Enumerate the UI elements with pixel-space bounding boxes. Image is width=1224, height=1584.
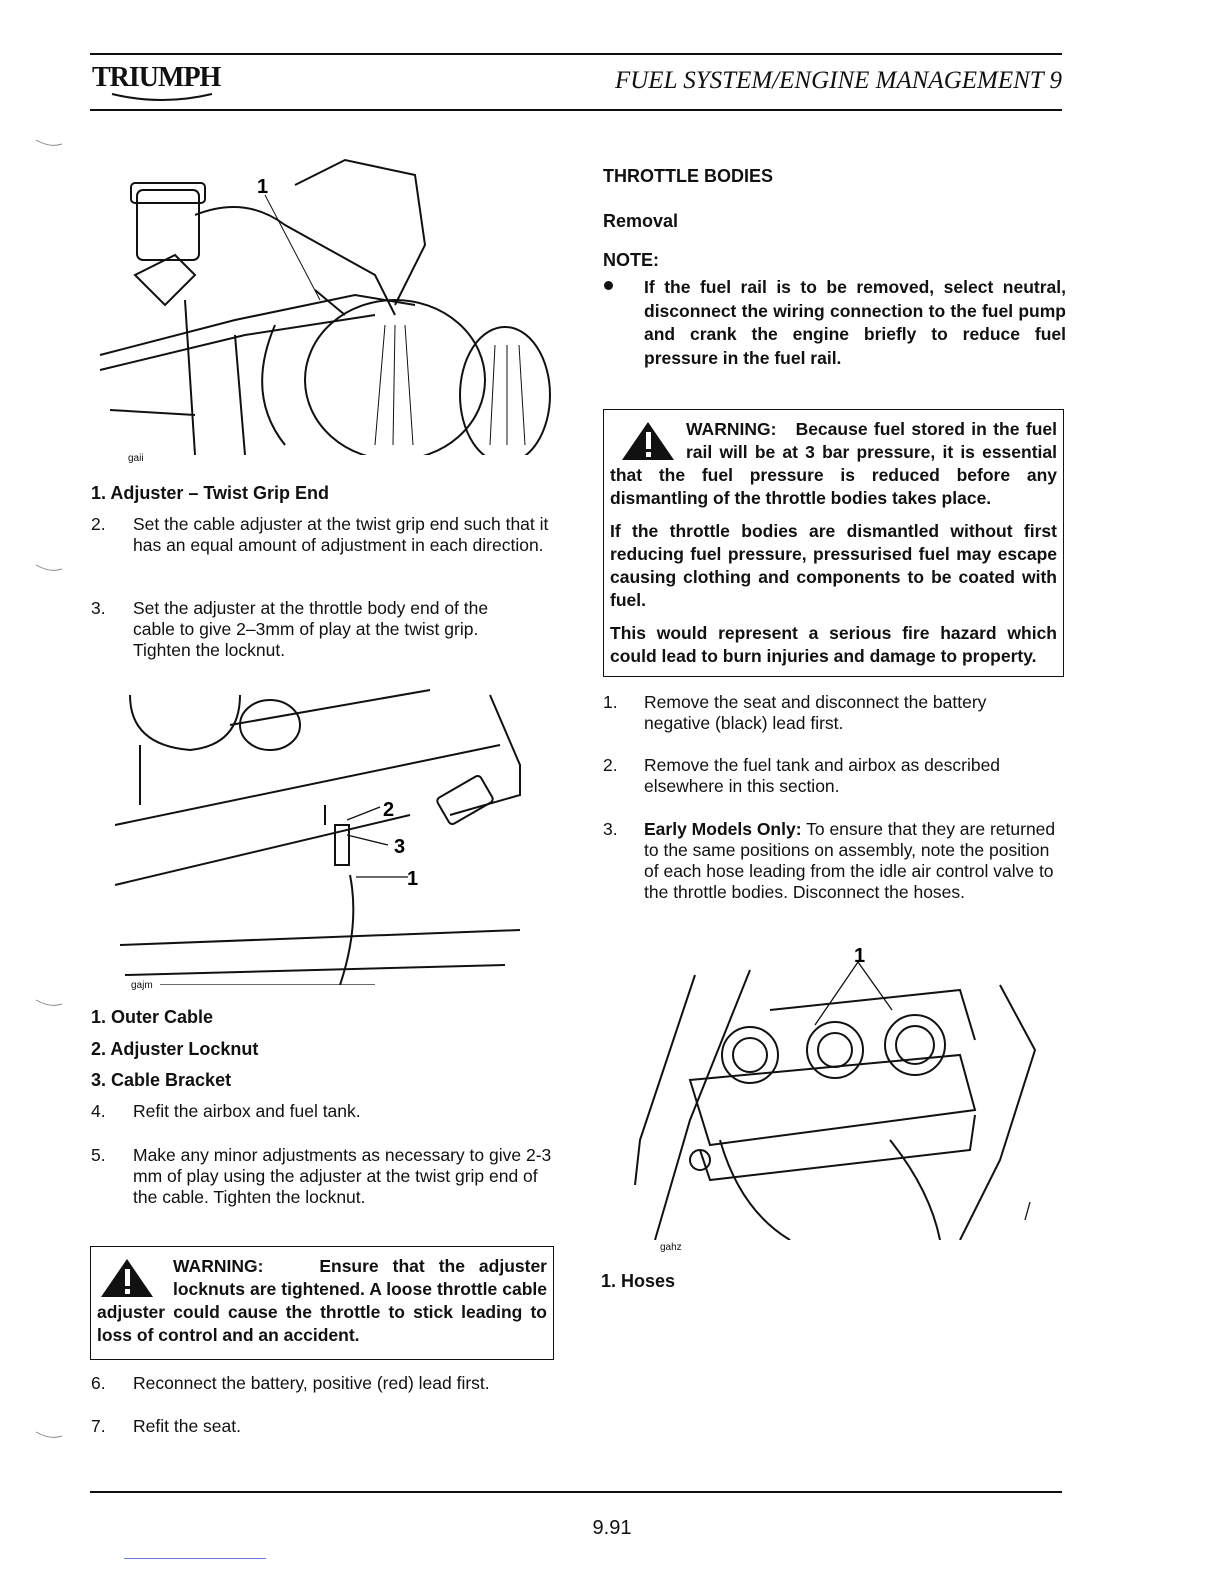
step-number: 1. — [603, 692, 618, 712]
step-number: 5. — [91, 1145, 106, 1165]
step-bold-prefix: Early Models Only: — [644, 819, 802, 839]
step-5 — [91, 1145, 561, 1211]
step-text: Remove the fuel tank and airbox as described elsewhere in this section. — [644, 755, 1001, 796]
caption-adjuster: 1. Adjuster – Twist Grip End — [91, 483, 330, 503]
figure-twist-grip-adjuster — [95, 155, 555, 464]
step-text: Refit the airbox and fuel tank. — [133, 1101, 361, 1121]
warning-triangle-icon — [610, 420, 678, 462]
header-bottom-rule — [90, 109, 1062, 111]
callout-1: 1 — [407, 868, 419, 890]
right-step-1 — [603, 692, 1063, 736]
step-number: 6. — [91, 1373, 106, 1393]
twist-grip-illustration — [95, 155, 555, 455]
binding-mark-icon — [34, 1430, 64, 1440]
step-number: 7. — [91, 1416, 106, 1436]
step-body: To ensure that they are returned to the same positions on assembly, note the position of each hose leading from the idle air control valve to the throttle bodies. Disconnect the hoses. — [644, 819, 1056, 902]
binding-mark-icon — [34, 138, 64, 148]
figure-throttle-bodies-hoses — [630, 940, 1050, 1253]
caption-hoses: 1. Hoses — [601, 1271, 676, 1291]
triumph-logo — [92, 62, 220, 94]
right-step-3 — [603, 819, 1063, 927]
step-text: Make any minor adjustments as necessary to give 2-3 mm of play using the adjuster at the twist grip end of the cable. Tighten the locknut. — [133, 1145, 552, 1207]
note-text: If the fuel rail is to be removed, select neutral, disconnect the wiring connection to the fuel pump and crank the engine briefly to reduce fuel pressure in the fuel rail. — [644, 277, 1066, 368]
throttle-bodies-illustration — [630, 940, 1050, 1240]
binding-mark-icon — [34, 998, 64, 1008]
warning-box-fuel-pressure — [603, 409, 1064, 677]
brand-text: TRIUMPH — [92, 62, 221, 93]
subsection-title: Removal — [603, 211, 679, 231]
callout-2: 2 — [383, 799, 395, 821]
warning-lead: Ensure that the adjuster — [319, 1256, 547, 1276]
page-number: 9.91 — [592, 1517, 632, 1539]
step-number: 2. — [91, 514, 106, 534]
step-text: Refit the seat. — [133, 1416, 241, 1436]
step-6 — [91, 1373, 561, 1397]
step-3 — [91, 598, 561, 664]
figure-code: gajm — [131, 980, 153, 991]
warning-text: locknuts are tightened. A loose throttle cable adjuster could cause the throttle to stick leading to loss of control and an accident. — [97, 1279, 547, 1345]
figure-code: gaii — [128, 453, 144, 464]
chapter-title: FUEL SYSTEM/ENGINE MANAGEMENT 9 — [614, 67, 1062, 94]
figure-throttle-cable-adjuster — [110, 685, 530, 991]
warning-paragraph-2: If the throttle bodies are dismantled without first reducing fuel pressure, pressurised fuel may escape causing clothing and components to be coated with fuel. — [610, 521, 1057, 610]
warning-box-locknuts — [90, 1246, 554, 1360]
warning-text: fuel rail will be at 3 bar pressure, it is essential that the fuel pressure is reduced before any dismantling of the throttle bodies takes place. — [610, 419, 1057, 508]
step-7 — [91, 1416, 561, 1440]
warning-triangle-icon — [97, 1257, 165, 1299]
step-2 — [91, 514, 561, 580]
footer-link-line — [124, 1558, 266, 1559]
binding-mark-icon — [34, 563, 64, 573]
logo-swoosh-icon — [92, 92, 242, 104]
step-number: 2. — [603, 755, 618, 775]
warning-paragraph-3: This would represent a serious fire hazard which could lead to burn injuries and damage to property. — [610, 623, 1057, 666]
callout-3: 3 — [394, 836, 406, 858]
step-4 — [91, 1101, 561, 1125]
caption-cable-bracket: 3. Cable Bracket — [91, 1070, 232, 1090]
throttle-cable-illustration — [110, 685, 530, 985]
caption-adjuster-locknut: 2. Adjuster Locknut — [91, 1039, 259, 1059]
callout-1: 1 — [257, 176, 269, 198]
bullet-icon — [604, 281, 613, 290]
header-top-rule — [90, 53, 1062, 55]
warning-label: WARNING: — [686, 419, 777, 439]
figure-code: gahz — [660, 1242, 682, 1253]
step-text: Set the adjuster at the throttle body end of the cable to give 2–3mm of play at the twist grip. Tighten the locknut. — [133, 598, 489, 660]
callout-1: 1 — [854, 945, 866, 967]
step-number: 3. — [91, 598, 106, 618]
warning-lead: Because fuel stored in the — [795, 419, 1020, 439]
step-text: Set the cable adjuster at the twist grip end such that it has an equal amount of adjustment in each direction. — [133, 514, 549, 555]
step-text: Reconnect the battery, positive (red) lead first. — [133, 1373, 490, 1393]
footer-rule — [90, 1491, 1062, 1493]
step-number: 3. — [603, 819, 618, 839]
step-text: Remove the seat and disconnect the battery negative (black) lead first. — [644, 692, 987, 733]
warning-label: WARNING: — [173, 1256, 264, 1276]
section-title: THROTTLE BODIES — [603, 166, 773, 186]
note-label: NOTE: — [603, 250, 659, 270]
caption-outer-cable: 1. Outer Cable — [91, 1007, 214, 1027]
right-step-2 — [603, 755, 1063, 799]
step-text — [644, 819, 1064, 903]
step-number: 4. — [91, 1101, 106, 1121]
